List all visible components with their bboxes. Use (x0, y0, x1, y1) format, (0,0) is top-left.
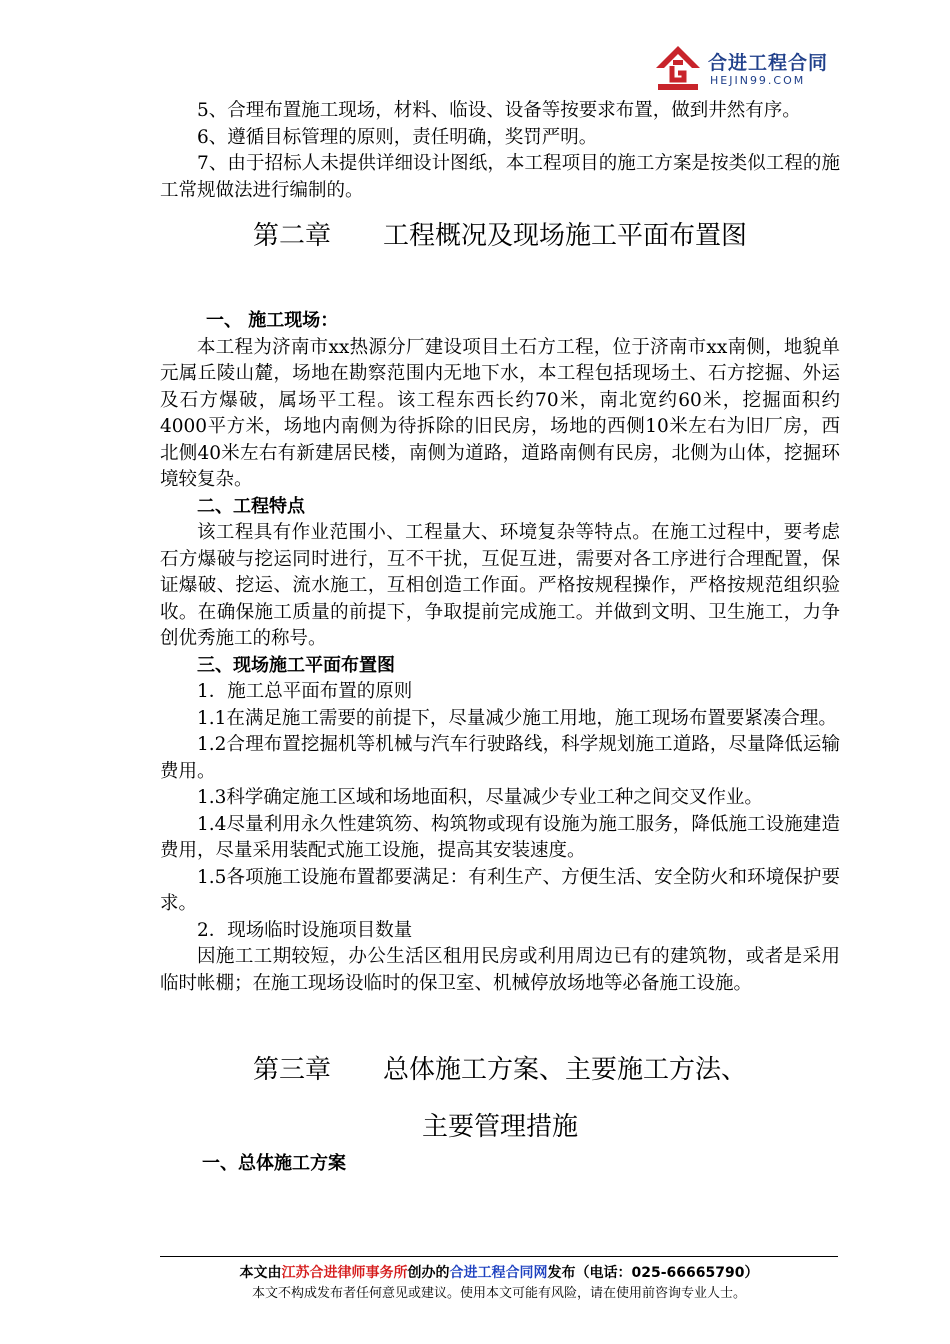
chapter-2-title: 工程概况及现场施工平面布置图 (383, 221, 748, 251)
list-item: 1.2合理布置挖掘机等机械与汽车行驶路线，科学规划施工道路，尽量降低运输费用。 (160, 734, 840, 782)
section-body-temporary-facilities: 因施工工期较短，办公生活区租用民房或利用周边已有的建筑物，或者是采用临时帐棚；在施工现场设临时的保卫室、机械停放场地等必备施工设施。 (160, 946, 840, 994)
footer-disclaimer: 本文不构成发布者任何意见或建议。使用本文可能有风险，请在使用前咨询专业人士。 (251, 1286, 746, 1301)
chapter-3-number: 第三章 (252, 1055, 331, 1085)
footer-firm-link[interactable]: 江苏合进律师事务所 (281, 1265, 408, 1281)
subheading-temporary-facilities: 2．现场临时设施项目数量 (197, 919, 413, 941)
section-heading-overall-plan: 一、总体施工方案 (202, 1153, 346, 1174)
section-heading-features: 二、工程特点 (197, 495, 305, 517)
footer-text: 本文由 (239, 1265, 282, 1281)
chapter-3-title-line2: 主要管理措施 (421, 1112, 578, 1142)
brand-logo[interactable] (654, 44, 854, 94)
footer-site-link[interactable]: 合进工程合同网 (449, 1265, 548, 1281)
chapter-3-heading (160, 1049, 840, 1086)
section-heading-site: 一、 施工现场： (206, 310, 339, 331)
subheading-layout-principles: 1．施工总平面布置的原则 (197, 681, 413, 702)
brand-url: HEJIN99.COM (710, 74, 806, 87)
footer-divider (160, 1256, 838, 1257)
list-item: 1.5各项施工设施布置都要满足：有利生产、方便生活、安全防火和环境保护要求。 (160, 866, 840, 914)
section-heading-layout: 三、现场施工平面布置图 (197, 654, 395, 676)
brand-name: 合进工程合同 (708, 52, 829, 74)
list-item: 1.4尽量利用永久性建筑笏、构筑物或现有设施为施工服务，降低施工设施建造费用，尽量采用装配式施工设施，提高其安装速度。 (160, 813, 840, 861)
chapter-2-number: 第二章 (252, 221, 331, 251)
section-body-site: 本工程为济南市xx热源分厂建设项目土石方工程，位于济南市xx南侧，地貌单元属丘陵山麓，场地在勘察范围内无地下水，本工程包括现场土、石方挖掘、外运及石方爆破，属场平工程。该工程东西长约70米，南北宽约60米，挖掘面积约4000平方米，场地内南侧为待拆除的旧民房，场地的西侧10米左右为旧厂房，西北侧40米左右有新建居民楼，南侧为道路，道路南侧有民房，北侧为山体，挖掘环境较复杂。 (160, 336, 840, 490)
paragraph-item-5: 5、合理布置施工现场，材料、临设、设备等按要求布置，做到井然有序。 (197, 100, 801, 121)
chapter-2-heading (160, 215, 840, 252)
document-body (160, 98, 840, 1178)
paragraph-item-6: 6、遵循目标管理的原则，责任明确，奖罚严明。 (197, 126, 598, 148)
footer-text: 创办的 (407, 1265, 450, 1281)
paragraph-item-7: 7、由于招标人未提供详细设计图纸，本工程项目的施工方案是按类似工程的施工常规做法进行编制的。 (160, 153, 840, 201)
footer-publisher (160, 1262, 838, 1282)
chapter-3-title-line1: 总体施工方案、主要施工方法、 (383, 1055, 748, 1085)
house-logo-icon (654, 44, 702, 92)
footer-contact: 发布（电话：025-66665790） (547, 1265, 759, 1281)
list-item: 1.3科学确定施工区域和场地面积，尽量减少专业工种之间交叉作业。 (197, 787, 763, 808)
section-body-features: 该工程具有作业范围小、工程量大、环境复杂等特点。在施工过程中，要考虑石方爆破与挖运同时进行，互不干扰，互促互进，需要对各工序进行合理配置，保证爆破、挖运、流水施工，互相创造工作面。严格按规程操作，严格按规范组织验收。在确保施工质量的前提下，争取提前完成施工。并做到文明、卫生施工，力争创优秀施工的称号。 (160, 522, 840, 649)
list-item: 1.1在满足施工需要的前提下，尽量减少施工用地，施工现场布置要紧凑合理。 (197, 707, 837, 729)
